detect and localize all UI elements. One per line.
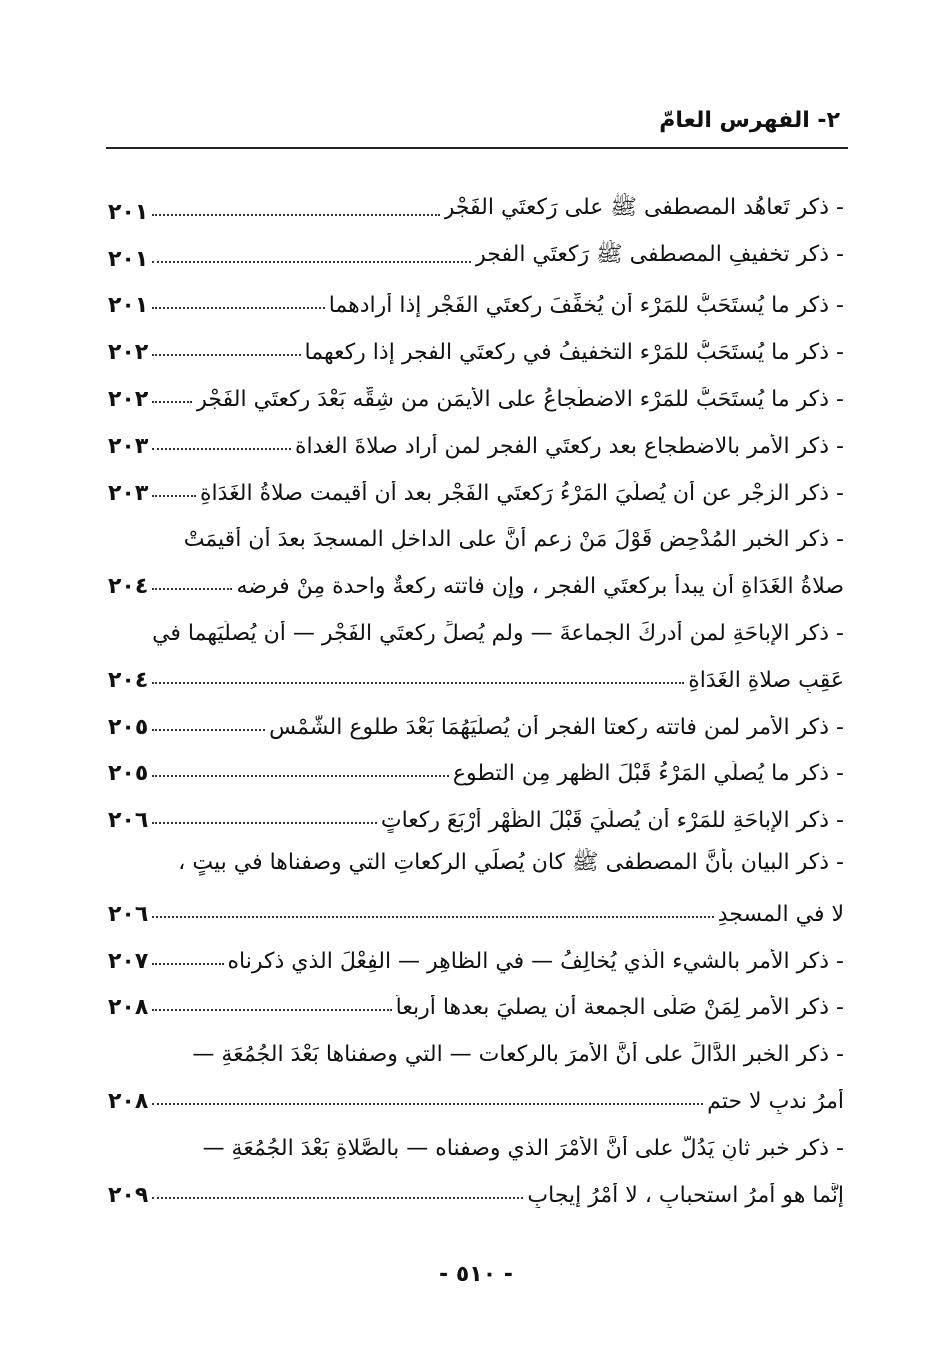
entry-page-number: ٢٠١ xyxy=(108,293,149,319)
entry-text: - ذكر الخبرِ المُدْحِضِ قَوْلَ مَنْ زعم أنَّ على الداخلِ المسجدَ بعدَ أن أُقيمَتْ xyxy=(183,527,844,553)
index-entry xyxy=(108,927,844,974)
index-entry xyxy=(108,459,844,506)
entry-page-number: ٢٠٨ xyxy=(108,995,149,1021)
dot-leader xyxy=(152,354,300,356)
entry-text: عَقِبِ صلاةِ الغَدَاةِ xyxy=(688,667,844,693)
dot-leader xyxy=(152,261,471,263)
dot-leader xyxy=(152,963,223,965)
entry-text: - ذكر الزجْر عن أن يُصلِّيَ المَرْءُ رَكعتَي الفَجْر بعد أن أُقيمت صلاةُ الغَدَاةِ xyxy=(200,480,844,506)
index-entry xyxy=(108,974,844,1021)
entry-page-number: ٢٠٨ xyxy=(108,1088,149,1114)
dot-leader xyxy=(152,448,291,450)
entry-text: - ذكر الأمر بالاضطجاع بعد ركعتَي الفجر لمن أراد صلاةَ الغداة xyxy=(294,433,844,459)
index-entry xyxy=(108,506,844,553)
entry-text: - ذكر الإباحَةِ لمن أدركَ الجماعةَ — ولم يُصلِّ ركعتَيِ الفَجْر — أن يُصلِّيَهما في xyxy=(152,620,844,646)
dot-leader xyxy=(152,1103,703,1105)
entry-text: - ذكر الأمر لِمَنْ صَلَّى الجمعة أن يصليَ بعدها أربعاً xyxy=(395,995,844,1021)
entry-page-number: ٢٠٦ xyxy=(108,808,149,834)
index-entry xyxy=(108,365,844,412)
entry-page-number: ٢٠١ xyxy=(108,246,149,272)
entry-page-number: ٢٠١ xyxy=(108,199,149,225)
index-entry xyxy=(108,178,844,225)
index-entry xyxy=(108,1114,844,1161)
dot-leader xyxy=(152,775,449,777)
entry-page-number: ٢٠٣ xyxy=(108,433,149,459)
dot-leader xyxy=(152,1197,523,1199)
index-entry xyxy=(108,833,844,880)
index-entry xyxy=(108,225,844,272)
entry-page-number: ٢٠٢ xyxy=(108,340,149,366)
entry-text: لا في المسجدِ xyxy=(717,901,844,927)
index-entry xyxy=(108,552,844,599)
entry-page-number: ٢٠٥ xyxy=(108,714,149,740)
index-entry xyxy=(108,1161,844,1208)
entry-page-number: ٢٠٢ xyxy=(108,386,149,412)
entry-text: - ذكر الخبرِ الدَّالِّ على أنَّ الأمرَ بالركعات — التي وصفناها بَعْدَ الجُمُعَةِ — xyxy=(192,1042,844,1068)
entry-text: إنَّما هو أمرُ استحبابٍ ، لا أَمْرُ إيجابٍ xyxy=(527,1182,844,1208)
entry-text: - ذكر الأمر بالشيء الَّذي يُخالِفُ — في الظاهِرِ — الفِعْلَ الذي ذكرناه xyxy=(227,948,844,974)
entry-page-number: ٢٠٣ xyxy=(108,480,149,506)
entry-text: - ذكر الأمر لمن فاتته ركعتا الفجر أن يُصلِّيَهُمَا بَعْدَ طلوع الشَّمْسِ xyxy=(269,714,844,740)
index-entry xyxy=(108,318,844,365)
entry-text: - ذكر الإباحَةِ للمَرْء أن يُصلِّيَ قَبْلَ الظُّهْر أرْبَعَ ركعاتٍ xyxy=(380,808,844,834)
entry-text: - ذكر خبرٍ ثانٍ يَدُلُّ على أنَّ الأَمْرَ الذي وصفناه — بالصَّلاةِ بَعْدَ الجُمُعَةِ — xyxy=(202,1135,844,1161)
dot-leader xyxy=(152,682,684,684)
index-entry xyxy=(108,740,844,787)
index-entry xyxy=(108,693,844,740)
dot-leader xyxy=(152,588,232,590)
dot-leader xyxy=(152,307,324,309)
entry-text: صلاةُ الغَدَاةِ أن يبدأ بركعتَي الفجر ، وإن فاتته ركعةٌ واحدة مِنْ فرضه xyxy=(236,574,844,600)
entry-text: - ذكر ما يُستَحَبُّ للمَرْء التخفيفُ في ركعتَي الفجر إذا ركعهما xyxy=(304,340,844,366)
dot-leader xyxy=(152,822,377,824)
dot-leader xyxy=(152,401,192,403)
dot-leader xyxy=(152,214,439,216)
entry-page-number: ٢٠٧ xyxy=(108,948,149,974)
entry-page-number: ٢٠٥ xyxy=(108,761,149,787)
index-entry xyxy=(108,412,844,459)
header-divider xyxy=(106,147,848,149)
entry-text: - ذكر ما يُستَحَبُّ للمَرْء أن يُخفِّفَ ركعتَي الفَجْر إذا أرادهما xyxy=(328,293,844,319)
dot-leader xyxy=(152,729,265,731)
entry-text: - ذكر البيان بأنَّ المصطفى ﷺ كان يُصلِّي الركعاتِ التي وصفناها في بيتٍ ، xyxy=(178,849,844,875)
dot-leader xyxy=(152,916,713,918)
index-entry xyxy=(108,646,844,693)
entry-text: - ذكر ما يُستَحَبُّ للمَرْء الاضطِّجاعُ على الأيمَنِ من شِقِّه بَعْدَ ركعتَي الفَجْر xyxy=(196,386,844,412)
index-entry xyxy=(108,1020,844,1067)
index-entry xyxy=(108,1067,844,1114)
index-entry xyxy=(108,786,844,833)
page-number: - ٥١٠ - xyxy=(439,1262,513,1287)
entry-page-number: ٢٠٤ xyxy=(108,667,149,693)
entry-text: أمرُ ندبٍ لا حتم xyxy=(707,1088,844,1114)
dot-leader xyxy=(152,1009,391,1011)
entry-page-number: ٢٠٤ xyxy=(108,574,149,600)
index-entry xyxy=(108,272,844,319)
dot-leader xyxy=(152,495,196,497)
index-entry xyxy=(108,880,844,927)
entry-text: - ذكر تخفيفِ المصطفى ﷺ رَكعتَي الفجر xyxy=(475,241,844,267)
entry-page-number: ٢٠٩ xyxy=(108,1182,149,1208)
index-entry xyxy=(108,599,844,646)
section-title: ٢- الفهرس العامّ xyxy=(659,108,840,133)
index-entries xyxy=(108,178,844,1208)
entry-text: - ذكر ما يُصلِّي المَرْءُ قَبْلَ الظهر مِن التطوع xyxy=(452,761,844,787)
entry-page-number: ٢٠٦ xyxy=(108,901,149,927)
entry-text: - ذكر تَعاهُد المصطفى ﷺ على رَكعتَي الفَجْر xyxy=(443,194,844,220)
